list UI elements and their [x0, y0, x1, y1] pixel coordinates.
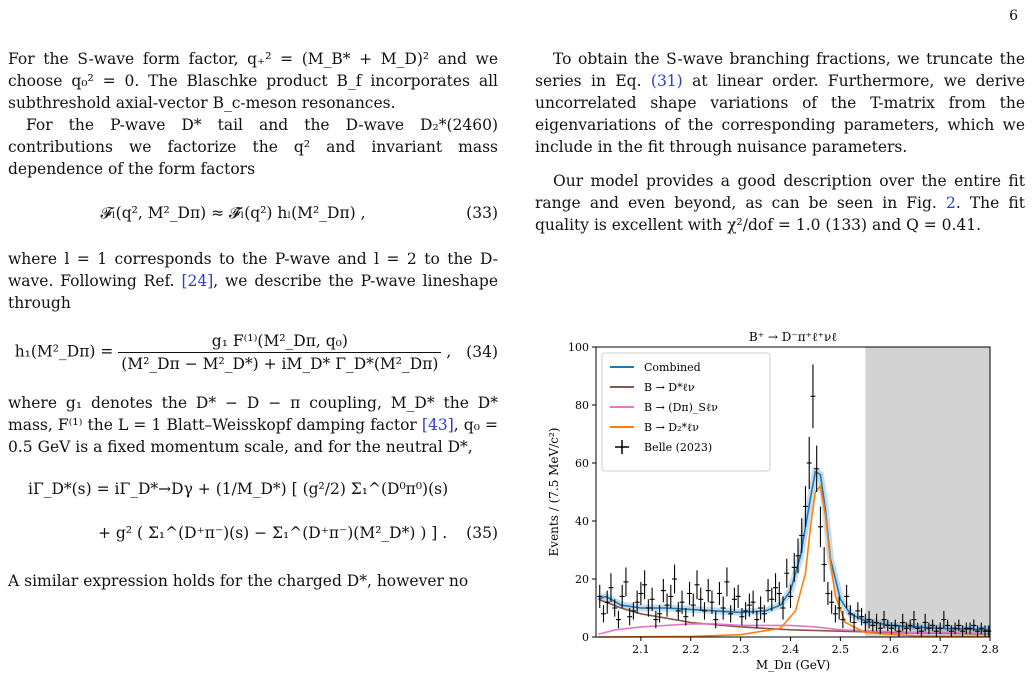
data-point [784, 559, 789, 588]
equation-34-comma: , [446, 342, 452, 361]
data-point [818, 507, 823, 548]
equation-34-body [8, 330, 458, 375]
data-point [616, 611, 621, 628]
equation-35-line-1: iΓ_D*(s) = iΓ_D*→Dγ + (1/M_D*) [ (g²/2) Σ₁^(D⁰π⁰)(s) [28, 480, 449, 498]
data-point [642, 570, 647, 599]
data-point [758, 596, 763, 619]
data-point [691, 594, 696, 617]
data-point [829, 591, 834, 614]
data-point [661, 579, 666, 602]
shaded-region [865, 347, 990, 637]
data-point [623, 567, 628, 596]
data-point [702, 602, 707, 619]
data-point [665, 594, 670, 617]
equation-33-body: 𝓕ₗ(q², M²_Dπ) ≈ 𝓕̂ₗ(q²) hₗ(M²_Dπ) , [100, 204, 366, 222]
data-point [597, 585, 602, 608]
data-point [766, 579, 771, 602]
data-point [676, 602, 681, 619]
equation-link-31[interactable]: (31) [650, 72, 683, 90]
x-tick-label: 2.7 [931, 643, 949, 656]
text: , q₀ = 0.5 GeV is a fixed momentum scale, and for the neutral D*, [8, 416, 498, 456]
data-point [724, 567, 729, 596]
legend-entry: B → D₂*ℓν [644, 421, 699, 434]
right-column [535, 48, 1025, 236]
paragraph-lineshape [8, 248, 498, 314]
text: where g₁ denotes the D* − D − π coupling, M_D* the D* mass, F⁽¹⁾ the L = 1 Blatt–Weisskopf damping factor [8, 394, 498, 434]
y-tick-label: 60 [575, 457, 589, 470]
y-tick-label: 100 [568, 341, 589, 354]
figure-link-2[interactable]: 2 [945, 194, 956, 212]
equation-33 [8, 194, 498, 234]
page-number: 6 [1009, 8, 1018, 24]
text: To obtain the S-wave branching fractions, we truncate the series in Eq. [535, 50, 1025, 90]
equation-35-number: (35) [466, 524, 498, 542]
y-tick-label: 20 [575, 573, 589, 586]
citation-link-43[interactable]: [43] [421, 416, 454, 434]
x-tick-label: 2.6 [881, 643, 900, 656]
equation-34-denominator: (M²_Dπ − M²_D*) + iM_D* Γ_D*(M²_Dπ) [121, 355, 439, 373]
text: where l = 1 corresponds to the P-wave and l = 2 to the D-wave. Following Ref. [8, 250, 498, 290]
legend-entry: B → D*ℓν [644, 381, 695, 394]
legend-entry: Belle (2023) [644, 441, 713, 454]
equation-34-fraction [118, 330, 441, 375]
data-point [822, 547, 827, 582]
data-point [728, 605, 733, 622]
equation-35-line-2: + g² ( Σ₁^(D⁺π⁻)(s) − Σ₁^(D⁺π⁻)(M²_D*) ) ] . [98, 524, 448, 542]
equation-34-lhs: h₁(M²_Dπ) = [14, 342, 114, 361]
x-tick-label: 2.1 [632, 643, 650, 656]
data-point [732, 588, 737, 611]
text: Our model provides a good description over the entire fit range and even beyond, as can be seen in Fig. [535, 172, 1025, 212]
data-point [638, 582, 643, 605]
equation-34-number: (34) [466, 343, 498, 361]
data-point [672, 565, 677, 594]
data-point [721, 596, 726, 619]
paragraph-coupling [8, 392, 498, 458]
x-tick-label: 2.2 [682, 643, 700, 656]
citation-link-24[interactable]: [24] [181, 272, 214, 290]
data-point [717, 582, 722, 605]
data-point [687, 582, 692, 605]
paragraph-s-wave: For the S-wave form factor, q₊² = (M_B* + M_D)² and we choose q₀² = 0. The Blaschke product B_f incorporates all subthreshold axial-vector B_c-meson resonances. [8, 50, 498, 112]
data-point [736, 585, 741, 608]
figure-2-chart [540, 325, 1000, 680]
text: , we describe the P-wave lineshape through [8, 272, 499, 312]
chart-title: B⁺ → D⁻π⁺ℓ⁺νℓ [748, 330, 838, 344]
data-point [825, 582, 830, 605]
equation-33-number: (33) [466, 204, 498, 222]
y-axis-label: Events / (7.5 MeV/c²) [547, 427, 561, 557]
equation-34-numerator: g₁ F⁽¹⁾(M²_Dπ, q₀) [118, 330, 441, 353]
x-tick-label: 2.3 [731, 643, 750, 656]
y-tick-label: 0 [582, 631, 589, 644]
equation-35 [8, 472, 498, 556]
legend-entry: B → (Dπ)_Sℓν [644, 401, 718, 414]
x-axis-label: M_Dπ (GeV) [755, 658, 831, 672]
data-point [668, 585, 673, 608]
x-tick-label: 2.4 [781, 643, 800, 656]
equation-34 [8, 328, 498, 378]
paragraph-p-wave-intro: For the P-wave D* tail and the D-wave D₂*(2460) contributions we factorize the q² and invariant mass dependence of the form factors [8, 116, 498, 178]
text: . The fit quality is excellent with χ²/dof = 1.0 (133) and Q = 0.41. [535, 194, 1025, 234]
y-tick-label: 40 [575, 515, 589, 528]
legend-entry: Combined [644, 361, 701, 374]
x-tick-label: 2.8 [981, 643, 999, 656]
paragraph-branching [535, 48, 1025, 158]
paragraph-charged: A similar expression holds for the charged D*, however no [8, 572, 469, 590]
data-point [601, 605, 606, 622]
data-point [706, 579, 711, 602]
left-column [8, 48, 498, 592]
x-tick-label: 2.5 [831, 643, 850, 656]
paragraph-fit-quality [535, 170, 1025, 236]
data-point [773, 573, 778, 602]
data-point [694, 570, 699, 599]
text: at linear order. Furthermore, we derive uncorrelated shape variations of the T-matrix from the eigenvariations of the corresponding parameters, which we include in the fit through nuisance parameters. [535, 72, 1025, 156]
data-point [810, 364, 815, 428]
y-tick-label: 80 [575, 399, 589, 412]
